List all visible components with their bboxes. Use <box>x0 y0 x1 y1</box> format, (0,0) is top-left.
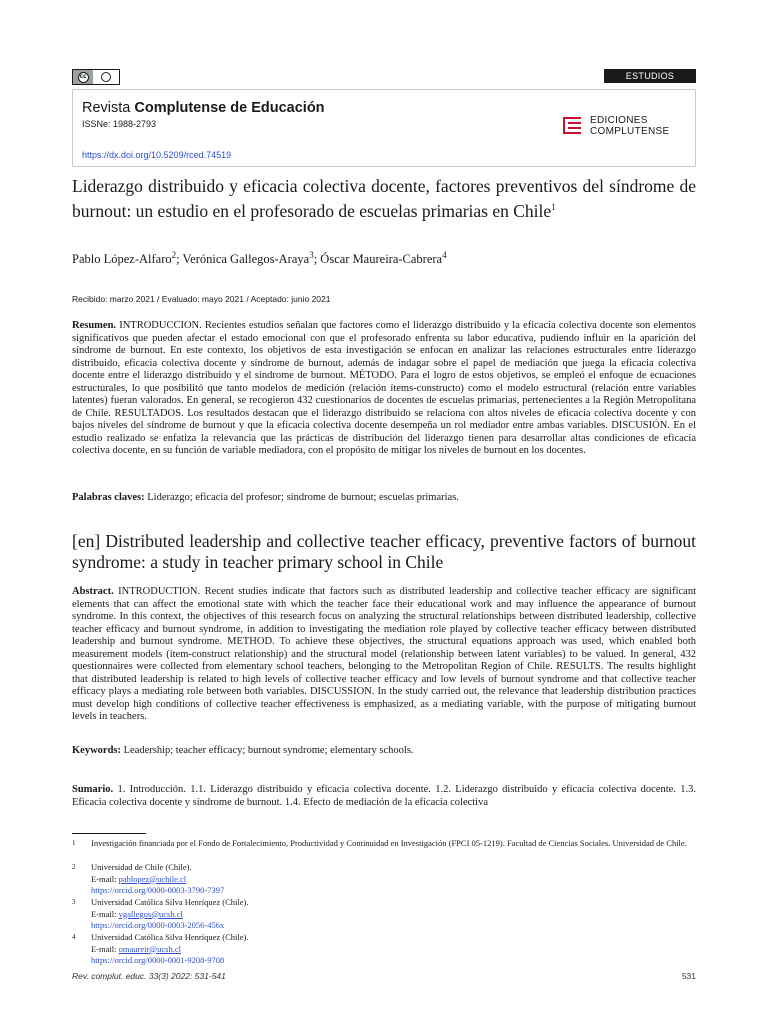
issn: ISSNe: 1988-2793 <box>82 119 157 129</box>
title-es-text: Liderazgo distribuido y eficacia colectiva docente, factores preventivos del síndrome de burnout: un estudio en el profesorado de escuelas primarias en Chile <box>72 176 696 221</box>
doi-link[interactable]: https://dx.doi.org/10.5209/rced.74519 <box>82 150 232 160</box>
by-attribution-icon <box>93 70 119 84</box>
journal-title-bold: Complutense de Educación <box>134 100 325 116</box>
page-number: 531 <box>681 971 696 981</box>
keywords-label: Keywords: <box>72 745 121 756</box>
abstract-text: INTRODUCTION. Recent studies indicate that factors such as distributed leadership and collective teacher efficacy are significant elements that can affect the emotional state with which the teacher face their educational work and may influence the appearance of burnout syndrome. In this context, the objectives of this research focus on analyzing the structural relationships between distributed leadership, collective teacher efficacy and burnout syndrome, in addition to investigating the mediation role played by collective teacher efficacy between distributed leadership and burnout syndrome. METHOD. To achieve these objectives, the structural equations approach was used, which enabled both measurement models (item-construct relationship) and the structural model (relationship between latent variables) to be valued. In general, 432 questionnaires were collected from elementary school teachers, belonging to the Metropolitan Region of Chile. RESULTS. The results highlight that distributed leadership is related to high levels of collective teacher efficacy and low levels of burnout syndrome and that collective teacher efficacy plays a mediating role between both variables. DISCUSSION. In the study carried out, the relevance that leadership distribution practices must develop high conditions of collective teacher effectiveness is emphasized, as a mediating variable, with the purpose of mitigating burnout levels in teachers. <box>72 586 696 722</box>
orcid-link[interactable]: https://orcid.org/0000-0001-9208-9708 <box>91 955 225 965</box>
publisher-name <box>590 115 669 137</box>
email-link[interactable]: pablopez@uchile.cl <box>118 873 187 884</box>
abstract-paragraph <box>72 586 696 724</box>
palabras-label: Palabras claves: <box>72 492 145 503</box>
author-affiliation: Universidad Católica Silva Henríquez (Chile). <box>91 932 249 942</box>
publisher-line-2: COMPLUTENSE <box>590 126 670 137</box>
author-name: Verónica Gallegos-Araya <box>182 252 310 267</box>
author-separator: ; <box>313 252 321 267</box>
orcid-link[interactable]: https://orcid.org/0000-0003-3790-7397 <box>91 885 225 895</box>
author-list <box>72 250 447 267</box>
palabras-claves <box>72 492 459 505</box>
submission-dates: Recibido: marzo 2021 / Evaluado: mayo 2021 / Aceptado: junio 2021 <box>72 294 331 304</box>
footnote-text: Investigación financiada por el Fondo de Fortalecimiento, Productividad y Continuidad en Investigación (FPCI 05-1219). Facultad de Ciencias Sociales. Universidad de Chile. <box>91 838 687 848</box>
author-footnote-ref[interactable]: 2 <box>171 250 177 260</box>
footnote-number: 2 <box>72 863 76 871</box>
author-separator: ; <box>176 252 183 267</box>
footnote <box>72 838 696 850</box>
creative-commons-license-badge[interactable] <box>72 69 120 85</box>
palabras-text: Liderazgo; eficacia del profesor; síndrome de burnout; escuelas primarias. <box>147 492 459 503</box>
email-label: E-mail: <box>91 908 119 919</box>
footnote <box>72 862 696 897</box>
publisher-logo <box>563 115 669 137</box>
footnote <box>72 932 696 967</box>
email-label: E-mail: <box>91 943 119 954</box>
publisher-line-1: EDICIONES <box>590 115 648 126</box>
author-name: Pablo López-Alfaro <box>72 252 172 267</box>
email-link[interactable]: omaureir@ucsh.cl <box>118 943 181 954</box>
section-label: ESTUDIOS <box>604 69 696 83</box>
cc-logo-icon: cc <box>73 70 93 84</box>
abstract-label: Abstract. <box>72 586 114 597</box>
sumario-text: 1. Introducción. 1.1. Liderazgo distribuido y eficacia colectiva docente. 1.2. Liderazgo distribuido y eficacia colectiva docente. 1.3. Eficacia colectiva docente y síndrome de burnout. 1.4. Efecto de mediación de la eficacia colectiva <box>72 784 696 808</box>
sumario-paragraph <box>72 784 696 809</box>
author-footnote-ref[interactable]: 3 <box>309 250 314 260</box>
journal-title-prefix: Revista <box>82 100 135 116</box>
title-footnote-ref[interactable]: 1 <box>551 202 556 212</box>
footnote-number: 1 <box>72 839 76 847</box>
keywords-text: Leadership; teacher efficacy; burnout syndrome; elementary schools. <box>123 745 414 756</box>
author-name: Óscar Maureira-Cabrera <box>320 252 443 267</box>
sumario-label: Sumario. <box>72 784 114 795</box>
footnote <box>72 897 696 932</box>
resumen-text: INTRODUCCION. Recientes estudios señalan que factores como el liderazgo distribuido y la eficacia colectiva docente son elementos significativos que pueden afectar el estado emocional con que el profesorado enfrenta su labor educativa, pudiendo influir en la aparición del síndrome de burnout. En este contexto, los objetivos de esta investigación se enfocan en analizar las relaciones estructurales entre liderazgo distribuido, eficacia colectiva docente y síndrome de burnout, además de indagar sobre el papel de mediación que juega la eficacia colectiva docente entre el liderazgo distribuido y el síndrome de burnout. MÉTODO. Para el logro de estos objetivos, se empleó el enfoque de ecuaciones estructurales, lo que posibilitó que tanto modelos de medición (relación ítems-constructo) como el modelo estructural (relación entre variables latentes) fueran valorados. En general, se recogieron 432 cuestionarios de docentes de escuelas primarias, pertenecientes a la Región Metropolitana de Chile. RESULTADOS. Los resultados destacan que el liderazgo distribuido se relaciona con altos niveles de eficacia colectiva docente y con bajos niveles del síndrome de burnout y que la eficacia colectiva docente desempeña un rol mediador entre ambas variables. DISCUSIÓN. En el estudio realizado se enfatiza la relevancia que las prácticas de distribución del liderazgo tienen para desarrollar altas condiciones de eficacia colectiva docente, en su función de variable mediadora, con el propósito de mitigar los niveles de burnout en los docentes. <box>72 320 697 456</box>
resumen-paragraph <box>72 320 696 458</box>
email-link[interactable]: vgallegos@ucsh.cl <box>118 908 183 919</box>
ediciones-complutense-logo-icon <box>563 117 583 135</box>
footnote-divider <box>72 833 146 834</box>
author-footnote-ref[interactable]: 4 <box>442 250 447 260</box>
author-affiliation: Universidad Católica Silva Henríquez (Chile). <box>91 897 249 907</box>
journal-title <box>82 100 325 116</box>
article-title-es <box>72 176 696 222</box>
footnote-number: 3 <box>72 898 76 906</box>
keywords <box>72 745 414 758</box>
email-label: E-mail: <box>91 873 119 884</box>
orcid-link[interactable]: https://orcid.org/0000-0003-2056-456x <box>91 920 225 930</box>
author-affiliation: Universidad de Chile (Chile). <box>91 862 192 872</box>
footnote-number: 4 <box>72 933 76 941</box>
journal-citation: Rev. complut. educ. 33(3) 2022: 531-541 <box>72 971 226 981</box>
article-title-en: [en] Distributed leadership and collective teacher efficacy, preventive factors of burnout syndrome: a study in teacher primary school in Chile <box>72 531 696 572</box>
resumen-label: Resumen. <box>72 320 117 331</box>
journal-header <box>72 89 696 167</box>
